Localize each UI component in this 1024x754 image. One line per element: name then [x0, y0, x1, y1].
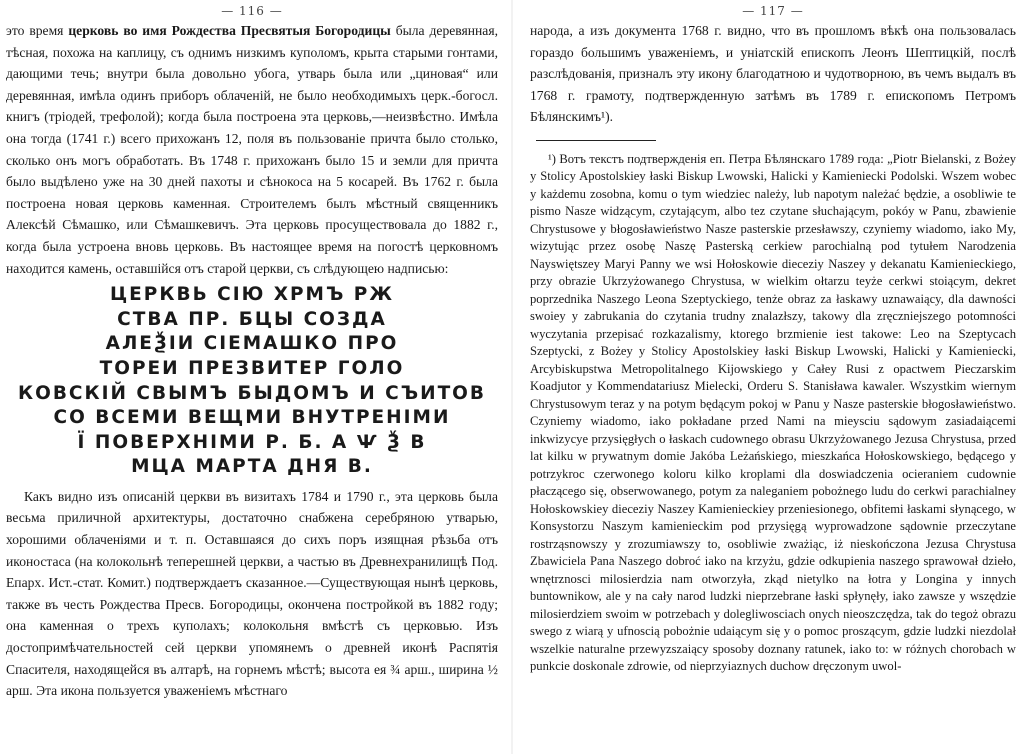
paragraph-1-rest: была деревянная, тѣсная, похожа на каплицу, съ однимъ низкимъ куполомъ, крыта старыми гонтами, дающими течь; внутри была довольно убога, утварь была или „циновая“ или деревянная, имѣла одинъ приборъ облаченій, не было необходимыхъ церк.-богосл. книгъ (тріодей, трефолой); когда была построена эта церковь,—неизвѣстно. Имѣла она тогда (1741 г.) всего прихожанъ 12, поля въ пользованіе причта было столько, сколько онъ могъ обработать. Въ 1748 г. прихожанъ было 15 и земли для причта было выдѣлено уже на 30 дней пахоты и сѣнокоса на 5 косарей. Въ 1762 г. была построена новая церковь каменная. Строителемъ былъ мѣстный священникъ Алексѣй Сѣмашко, или Сѣмашкевичъ. Эта церковь просуществовала до 1882 г., когда была устроена вновь церковь. Въ настоящее время на погостѣ церковномъ находится камень, оставшійся отъ старой церкви, съ слѣдующею надписью:: [6, 23, 498, 276]
church-name: церковь во имя Рождества Пресвятыя Богородицы: [68, 23, 391, 38]
inscription-line: МЦА МАРТА ДНЯ В.: [131, 456, 373, 478]
inscription-line: АЛЕѮІИ СІЕМАШКО ПРО: [105, 333, 399, 355]
stone-inscription: [6, 283, 498, 480]
paragraph-1-lead: это время: [6, 23, 69, 38]
page-number-left: — 116 —: [221, 4, 283, 18]
left-body: [6, 20, 498, 279]
inscription-line: СТВА ПР. БЦЫ СОЗДА: [117, 308, 387, 330]
inscription-line: КОВСКІЙ СВЫМЪ БЫДОМЪ И СЪИТОВ: [17, 382, 487, 404]
paragraph-1: [6, 20, 498, 279]
footnote: [530, 151, 1016, 676]
inscription-line: ЦЕРКВЬ СІЮ ХРМЪ РЖ: [110, 284, 394, 306]
footnote-separator: [536, 140, 656, 141]
right-body: [530, 20, 1016, 128]
paragraph-2: Какъ видно изъ описаній церкви въ визитахъ 1784 и 1790 г., эта церковь была весьма приличной архитектуры, достаточно снабжена серебряною утварью, хорошими облаченіями и т. п. Оставшаяся до сихъ поръ изящная рѣзьба отъ иконостаса (на колокольнѣ теперешней церкви, а частью въ Древнехранилищѣ Под. Епарх. Ист.-стат. Комит.) подтверждаетъ сказанное.—Существующая нынѣ церковь, также въ честь Рождества Пресв. Богородицы, окончена постройкой въ 1882 году; она каменная о трехъ куполахъ; колокольня вмѣстѣ съ церковью. Изъ достопримѣчательностей сей церкви упомянемъ о древней иконѣ Распятія Спасителя, находящейся въ алтарѣ, на горнемъ мѣстѣ; высота ея ¾ арш., ширина ½ арш. Эта икона пользуется уваженіемъ мѣстнаго: [6, 488, 498, 699]
inscription-line: Ї ПОВЕРХНІМИ Р. Б. А Ѱ Ѯ В: [77, 431, 427, 453]
left-body-continued: [6, 486, 498, 702]
inscription-line: ТОРЕИ ПРЕЗВИТЕР ГОЛО: [99, 357, 405, 379]
footnote-text: ¹) Вотъ текстъ подтвержденія еп. Петра Бѣлянскаго 1789 года: „Piotr Bielanski, z Bożey y Stolicy Apostolskiey łaski Biskup Lwowski, Halicki y Kamieniecki Podolski. Wszem wobec y każdemu zosobna, komu o tym wiedziec należy, lub napotym należać będzie, a osobliwie te pismo Nasze widzącym, czytającym, albo tez czytane słuchającym, pokóy w Panu, zbawienie Chrystusowe y błogosławieństwo Nasze pasterskie przesławszy, czyniemy wiadomo, iako My, wizytując przez osobę Naszę Pasterską cerkiew parochialną pod tytułem Narodzenia Nayswiętszey Maryi Panny we wsi Hołoskowie dieceziy Naszey y dekanatu Kamienieckiego, przy obrazie Ukrzyżowanego Chrystusa, w wielkim ołtarzu teyże cerkwi stoiącym, dekret poprzednika Naszego Leona Szeptyckiego, tenże obraz za łaskawy uznawaiący, dla dawności swoiey y zabrukania do czytania trudny znalazłszy, takowy dla zręczniejszego potomności wyczytania przepisać rozkazalismy, ktorego brzmienie iest takowe: Leo na Szeptycach Szeptycki, z Bożey y Stolicy Apostolskiey łaski Biskup Lwowski, Halicki y Kamieniecki, Arcybiskupstwa Metropolitalnego Kijowskiego y Całey Rusi z opactwem Pieczarskim Koadjutor y Kommendatariusz Mielecki, Orderu S. Stanisława kawaler. Wszystkim wiernym Chrystusowym teraz y na potym będącym pokoj w Panu y Nasze pasterskie błogosławieństwo. Czyniemy wiadomo, iako pokładane przed Nami na mieysciu sądowym zasiadaiącemi inkwizycye przysięgłych o łaskach cudownego obrasu Ukrzyżowanego Jezusa Chrystusa, przed lat kilku w prywatnym domie Jakóba Leżańskiego, mieszkańca Hołoskowskiego, będącego y potrzykroc czerwonego koloru kilko kroplami dla doswiadczenia ocieraniem cudownie płaczącego się, obserwowanego, potym za naleganiem pobożnego ludu do cerkwi parachialney Hołoskowskiey dieceziy Naszey Kamienieckiey przeniesionego, obfitemi łaskami słynącego, w Konsystorzu Naszym kamienieckim pod przysięgą wyprowadzone sądownie przeczytane rostrząsnowszy y zrozumiawszy to, osobliwie zważiąc, iż nieskończona Jezusa Chrystusa Zbawiciela Pana Naszego dobroć iako na krzyżu, gdzie odkupienia naszego sprawował dzieło, wnętrznosci milosierdzia nam otworzyła, zkąd nietylko na łotra y Longina y innych buntownikow, ale y na cały narod ludzki nieprzebrane łaski spłynęły, iako zawsze y wszędzie milosierdziem swoim w potrzebach y dolegliwosciach onych nieoszczędza, tak do tegoż obrazu swego z wiarą y ufnoscią pobożnie udaiącym się y o pomoc proszącym, gdzie ludzki niezdolał wszelkie naturalne przewyzszaiący sposoby doznany ratunek, iako to: w różnych chorobach w punkcie doskonale zdrowie, od nieprzyiaznych duchow dręczonym uwol-: [530, 151, 1016, 674]
inscription-line: СО ВСЕМИ ВЕЩМИ ВНУТРЕНІМИ: [53, 407, 451, 429]
page-number-right: — 117 —: [742, 4, 804, 18]
right-page: [512, 0, 1024, 754]
paragraph-continued: народа, а изъ документа 1768 г. видно, что въ прошломъ вѣкѣ она пользовалась гораздо большимъ уваженіемъ, и уніатскій епископъ Леонъ Шептицкій, послѣ разслѣдованія, призналъ эту икону благодатною и чудотворною, въ чемъ выдалъ въ 1768 г. грамоту, подтвержденную затѣмъ въ 1789 г. епископомъ Петромъ Бѣлянскимъ¹).: [530, 23, 1016, 125]
